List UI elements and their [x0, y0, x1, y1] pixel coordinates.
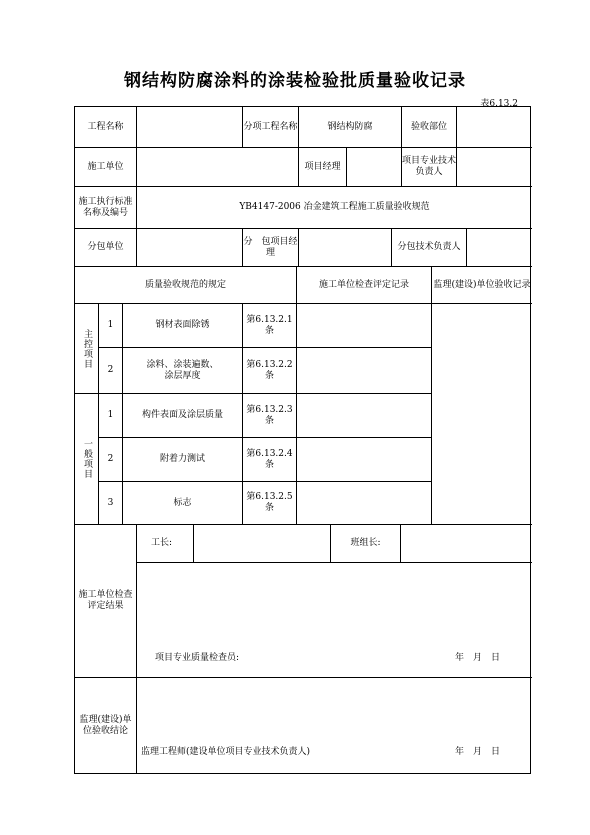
- general-item-clause: 第6.13.2.4条: [243, 438, 297, 482]
- main-item-clause: 第6.13.2.1条: [243, 304, 297, 348]
- table-number: 表6.13.2: [480, 99, 518, 109]
- subcontract-manager-label: 分 包项目经理: [243, 229, 299, 267]
- team-leader-label: 班组长:: [331, 525, 401, 563]
- main-item-record[interactable]: [297, 348, 432, 394]
- main-item-clause: 第6.13.2.2条: [243, 348, 297, 394]
- general-item-record[interactable]: [297, 394, 432, 438]
- team-leader-value[interactable]: [401, 525, 532, 563]
- inspection-part-label: 验收部位: [402, 107, 457, 148]
- contractor-date-label: 年 月 日: [455, 653, 501, 663]
- general-item-no: 2: [99, 438, 123, 482]
- spec-column-header: 质量验收规范的规定: [75, 267, 297, 304]
- general-item-no: 3: [99, 482, 123, 525]
- foreman-value[interactable]: [194, 525, 331, 563]
- project-name-label: 工程名称: [75, 107, 137, 148]
- general-item-record[interactable]: [297, 438, 432, 482]
- general-item-name: 附着力测试: [123, 438, 243, 482]
- subcontract-unit-value[interactable]: [137, 229, 243, 267]
- general-item-name: 构件表面及涂层质量: [123, 394, 243, 438]
- general-item-no: 1: [99, 394, 123, 438]
- tech-lead-value[interactable]: [457, 148, 532, 187]
- construction-unit-label: 施工单位: [75, 148, 137, 187]
- subcontract-unit-label: 分包单位: [75, 229, 137, 267]
- standard-value: YB4147-2006 冶金建筑工程施工质量验收规范: [137, 187, 532, 229]
- standard-label: 施工执行标准名称及编号: [75, 187, 137, 229]
- foreman-label: 工长:: [137, 525, 194, 563]
- inspection-form: [74, 106, 531, 774]
- supervisor-record-value[interactable]: [432, 304, 532, 525]
- subcontract-tech-value[interactable]: [467, 229, 532, 267]
- supervisor-eval-area[interactable]: [137, 678, 532, 773]
- project-manager-label: 项目经理: [299, 148, 347, 187]
- main-item-no: 2: [99, 348, 123, 394]
- contractor-eval-label: 施工单位检查评定结果: [75, 525, 137, 678]
- inspector-label: 项目专业质量检查员:: [155, 653, 240, 663]
- project-manager-value[interactable]: [347, 148, 402, 187]
- engineer-label: 监理工程师(建设单位项目专业技术负责人): [141, 747, 311, 757]
- tech-lead-label: 项目专业技术负责人: [402, 148, 457, 187]
- subcontract-tech-label: 分包技术负责人: [392, 229, 467, 267]
- sub-project-label: 分项工程名称: [243, 107, 299, 148]
- supervisor-date-label: 年 月 日: [455, 747, 501, 757]
- main-item-name: 涂料、涂装遍数、涂层厚度: [123, 348, 243, 394]
- page-title: 钢结构防腐涂料的涂装检验批质量验收记录: [124, 71, 466, 91]
- general-item-clause: 第6.13.2.3条: [243, 394, 297, 438]
- main-item-record[interactable]: [297, 304, 432, 348]
- supervisor-record-header: 监理(建设)单位验收记录: [432, 267, 532, 304]
- general-items-label: 一般项目: [75, 394, 99, 525]
- supervisor-eval-label: 监理(建设)单位验收结论: [75, 678, 137, 773]
- general-item-name: 标志: [123, 482, 243, 525]
- inspection-part-value[interactable]: [457, 107, 532, 148]
- main-item-no: 1: [99, 304, 123, 348]
- general-item-record[interactable]: [297, 482, 432, 525]
- subcontract-manager-value[interactable]: [299, 229, 392, 267]
- contractor-record-header: 施工单位检查评定记录: [297, 267, 432, 304]
- general-item-clause: 第6.13.2.5条: [243, 482, 297, 525]
- sub-project-value: 钢结构防腐: [299, 107, 402, 148]
- main-item-name: 钢材表面除锈: [123, 304, 243, 348]
- main-items-label: 主控项目: [75, 304, 99, 394]
- construction-unit-value[interactable]: [137, 148, 299, 187]
- project-name-value[interactable]: [137, 107, 243, 148]
